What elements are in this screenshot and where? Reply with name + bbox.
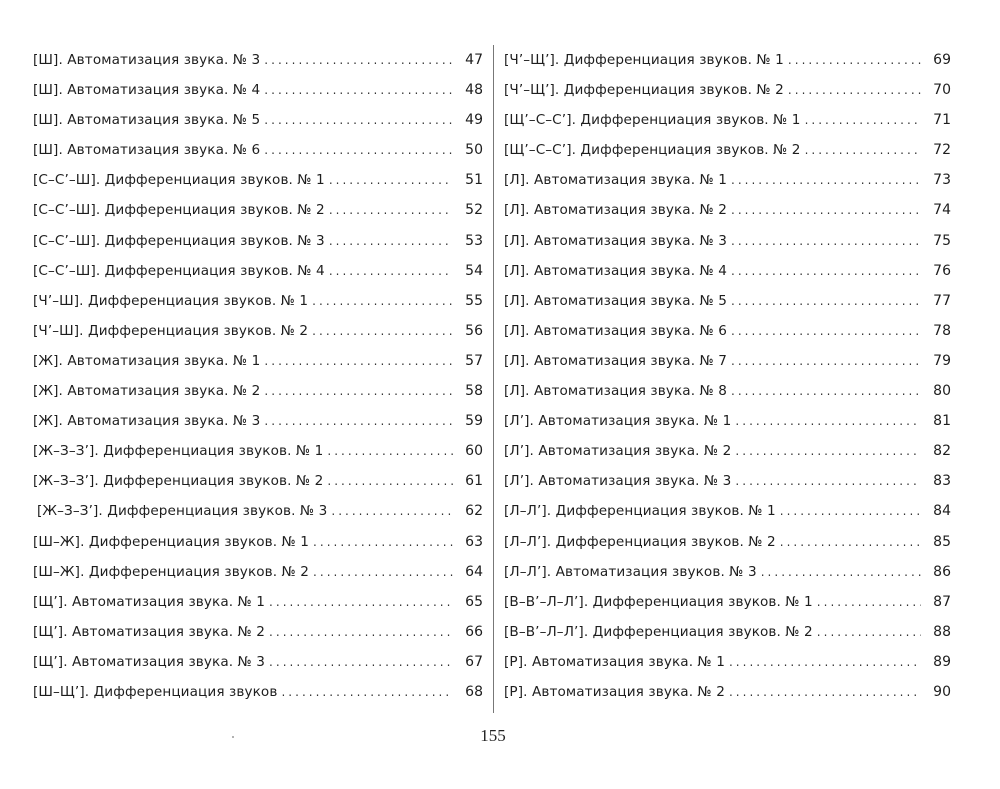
toc-leader-dots: [264, 75, 453, 105]
toc-leader-dots: [264, 376, 453, 406]
page-number: 155: [480, 726, 506, 745]
toc-leader-dots: [264, 45, 453, 75]
toc-entry-page: 60: [465, 443, 483, 460]
toc-entry-title: [С–С’–Ш]. Дифференциация звуков. № 2: [33, 202, 325, 219]
toc-entry-title: [Л–Л’]. Дифференциация звуков. № 1: [504, 503, 776, 520]
toc-entry-page: 63: [465, 533, 483, 550]
toc-leader-dots: [761, 557, 921, 587]
toc-entry[interactable]: [504, 195, 951, 225]
toc-entry-title: [Ш]. Автоматизация звука. № 6: [33, 142, 261, 159]
toc-entry[interactable]: [504, 647, 951, 677]
toc-leader-dots: [313, 527, 453, 557]
toc-entry[interactable]: [504, 376, 951, 406]
toc-entry-title: [Щ’]. Автоматизация звука. № 3: [33, 653, 266, 670]
toc-entry-title: [Л]. Автоматизация звука. № 1: [504, 172, 727, 189]
toc-entry-page: 75: [933, 232, 951, 249]
toc-entry-title: [Ч’–Ш]. Дифференциация звуков. № 1: [33, 292, 309, 309]
toc-leader-dots: [312, 286, 453, 316]
toc-entry-page: 74: [933, 202, 951, 219]
toc-entry-title: [Ч’–Ш]. Дифференциация звуков. № 2: [33, 322, 309, 339]
toc-entry-page: 77: [933, 292, 951, 309]
toc-entry-title: [Л]. Автоматизация звука. № 8: [504, 383, 727, 400]
toc-entry[interactable]: [504, 226, 951, 256]
toc-leader-dots: [329, 256, 453, 286]
toc-entry-title: [С–С’–Ш]. Дифференциация звуков. № 1: [33, 172, 325, 189]
toc-entry[interactable]: [504, 406, 951, 436]
toc-entry-title: [Ж]. Автоматизация звука. № 2: [33, 383, 261, 400]
toc-entry[interactable]: [33, 647, 483, 677]
toc-leader-dots: [327, 436, 453, 466]
toc-entry-title: [Ж–З–З’]. Дифференциация звуков. № 2: [33, 473, 324, 490]
toc-leader-dots: [329, 195, 453, 225]
toc-leader-dots: [269, 647, 453, 677]
column-divider: [493, 45, 494, 713]
toc-entry[interactable]: [33, 45, 483, 75]
toc-entry-title: [Ж]. Автоматизация звука. № 1: [33, 352, 261, 369]
toc-entry-page: 87: [933, 593, 951, 610]
toc-leader-dots: [331, 496, 453, 526]
toc-leader-dots: [731, 165, 921, 195]
toc-entry-title: [Ч’–Щ’]. Дифференциация звуков. № 1: [504, 52, 784, 68]
toc-entry-page: 49: [465, 112, 483, 129]
toc-leader-dots: [805, 135, 921, 165]
toc-entry[interactable]: [504, 256, 951, 286]
toc-leader-dots: [731, 195, 921, 225]
toc-entry[interactable]: [504, 436, 951, 466]
toc-entry-title: [Ш]. Автоматизация звука. № 3: [33, 52, 261, 68]
toc-entry-page: 57: [465, 352, 483, 369]
toc-entry[interactable]: [33, 256, 483, 286]
toc-leader-dots: [731, 256, 921, 286]
toc-entry-page: 64: [465, 563, 483, 580]
toc-entry-page: 56: [465, 322, 483, 339]
toc-leader-dots: [780, 527, 921, 557]
toc-entry-title: [Щ’]. Автоматизация звука. № 1: [33, 593, 266, 610]
toc-leader-dots: [735, 436, 921, 466]
toc-entry[interactable]: [33, 436, 483, 466]
toc-entry-page: 80: [933, 383, 951, 400]
toc-entry-page: 58: [465, 383, 483, 400]
toc-entry[interactable]: [33, 557, 483, 587]
toc-entry[interactable]: [504, 75, 951, 105]
toc-entry[interactable]: [504, 496, 951, 526]
toc-leader-dots: [313, 557, 453, 587]
toc-leader-dots: [281, 677, 453, 707]
toc-entry[interactable]: [504, 286, 951, 316]
toc-entry-page: 85: [933, 533, 951, 550]
toc-entry-page: 50: [465, 142, 483, 159]
toc-entry[interactable]: [33, 105, 483, 135]
toc-entry-title: [Л’]. Автоматизация звука. № 2: [504, 443, 732, 460]
toc-entry-title: [В–В’–Л–Л’]. Дифференциация звуков. № 2: [504, 623, 813, 640]
toc-leader-dots: [731, 376, 921, 406]
toc-entry-page: 67: [465, 653, 483, 670]
toc-entry-page: 90: [933, 683, 951, 700]
toc-entry-title: [Ш–Щ’]. Дифференциация звуков: [33, 683, 278, 700]
toc-leader-dots: [735, 466, 921, 496]
toc-entry[interactable]: [33, 376, 483, 406]
toc-entry[interactable]: [504, 527, 951, 557]
toc-entry-title: [Р]. Автоматизация звука. № 2: [504, 683, 725, 700]
toc-entry-page: 69: [933, 52, 951, 68]
toc-entry-page: 86: [933, 563, 951, 580]
toc-entry[interactable]: [504, 346, 951, 376]
toc-entry-title: [Щ’]. Автоматизация звука. № 2: [33, 623, 266, 640]
toc-leader-dots: [731, 346, 921, 376]
toc-leader-dots: [269, 587, 453, 617]
toc-entry[interactable]: [504, 316, 951, 346]
toc-entry[interactable]: [33, 195, 483, 225]
toc-leader-dots: [788, 75, 921, 105]
toc-entry[interactable]: [33, 346, 483, 376]
toc-entry-page: 65: [465, 593, 483, 610]
toc-entry-page: 51: [465, 172, 483, 189]
toc-entry-title: [Щ’–С–С’]. Дифференциация звуков. № 2: [504, 142, 801, 159]
toc-entry-page: 73: [933, 172, 951, 189]
toc-entry[interactable]: [33, 617, 483, 647]
toc-entry-title: [С–С’–Ш]. Дифференциация звуков. № 4: [33, 262, 325, 279]
toc-entry-title: [Л]. Автоматизация звука. № 4: [504, 262, 727, 279]
toc-leader-dots: [729, 677, 921, 707]
toc-entry[interactable]: [504, 617, 951, 647]
toc-entry-title: [Ж]. Автоматизация звука. № 3: [33, 413, 261, 430]
toc-leader-dots: [805, 105, 921, 135]
toc-leader-dots: [780, 496, 921, 526]
toc-entry-title: [Ш–Ж]. Дифференциация звуков. № 1: [33, 533, 310, 550]
toc-leader-dots: [264, 406, 453, 436]
toc-entry[interactable]: [33, 677, 483, 707]
toc-entry-title: [Л]. Автоматизация звука. № 7: [504, 352, 727, 369]
toc-leader-dots: [264, 346, 453, 376]
toc-entry-page: 71: [933, 112, 951, 129]
toc-entry-title: [В–В’–Л–Л’]. Дифференциация звуков. № 1: [504, 593, 813, 610]
toc-leader-dots: [817, 617, 921, 647]
toc-leader-dots: [729, 647, 921, 677]
toc-entry[interactable]: [33, 316, 483, 346]
toc-leader-dots: [817, 587, 921, 617]
toc-entry[interactable]: [504, 135, 951, 165]
toc-entry-page: 53: [465, 232, 483, 249]
toc-entry[interactable]: [33, 406, 483, 436]
toc-entry-page: 79: [933, 352, 951, 369]
toc-entry-title: [Ж–З–З’]. Дифференциация звуков. № 3: [37, 503, 328, 520]
toc-entry-title: [Л’]. Автоматизация звука. № 1: [504, 413, 732, 430]
toc-entry-page: 72: [933, 142, 951, 159]
toc-leader-dots: [731, 286, 921, 316]
toc-entry-title: [Ш]. Автоматизация звука. № 4: [33, 82, 261, 99]
toc-entry-page: 55: [465, 292, 483, 309]
toc-entry-title: [Щ’–С–С’]. Дифференциация звуков. № 1: [504, 112, 801, 129]
toc-entry[interactable]: [504, 165, 951, 195]
toc-entry-title: [Л]. Автоматизация звука. № 2: [504, 202, 727, 219]
toc-leader-dots: [329, 165, 453, 195]
toc-entry-page: 62: [465, 503, 483, 520]
toc-entry-page: 52: [465, 202, 483, 219]
toc-entry[interactable]: [33, 496, 483, 526]
toc-entry[interactable]: [504, 45, 951, 75]
toc-entry[interactable]: [504, 677, 951, 707]
toc-entry-page: 70: [933, 82, 951, 99]
toc-entry-page: 66: [465, 623, 483, 640]
toc-entry-page: 54: [465, 262, 483, 279]
toc-leader-dots: [731, 226, 921, 256]
toc-leader-dots: [731, 316, 921, 346]
toc-entry-page: 47: [465, 52, 483, 68]
toc-leader-dots: [327, 466, 453, 496]
toc-entry-title: [С–С’–Ш]. Дифференциация звуков. № 3: [33, 232, 325, 249]
toc-leader-dots: [329, 226, 453, 256]
toc-leader-dots: [312, 316, 453, 346]
toc-entry-page: 84: [933, 503, 951, 520]
toc-entry[interactable]: [33, 226, 483, 256]
toc-entry[interactable]: [33, 527, 483, 557]
toc-entry[interactable]: [33, 466, 483, 496]
toc-entry[interactable]: [33, 135, 483, 165]
toc-entry-page: 68: [465, 683, 483, 700]
toc-entry-title: [Ч’–Щ’]. Дифференциация звуков. № 2: [504, 82, 784, 99]
toc-entry-title: [Л]. Автоматизация звука. № 6: [504, 322, 727, 339]
toc-entry-title: [Л’]. Автоматизация звука. № 3: [504, 473, 732, 490]
toc-entry[interactable]: [504, 466, 951, 496]
toc-leader-dots: [735, 406, 921, 436]
toc-entry-page: 61: [465, 473, 483, 490]
toc-column-right: [504, 45, 951, 707]
toc-entry-page: 78: [933, 322, 951, 339]
toc-entry-page: 82: [933, 443, 951, 460]
toc-entry[interactable]: [504, 587, 951, 617]
toc-entry-page: 88: [933, 623, 951, 640]
toc-entry-title: [Л–Л’]. Дифференциация звуков. № 2: [504, 533, 776, 550]
toc-entry-title: [Л]. Автоматизация звука. № 3: [504, 232, 727, 249]
toc-entry[interactable]: [504, 105, 951, 135]
toc-entry-page: 89: [933, 653, 951, 670]
toc-entry-title: [Л]. Автоматизация звука. № 5: [504, 292, 727, 309]
toc-leader-dots: [264, 105, 453, 135]
toc-entry-title: [Л–Л’]. Автоматизация звуков. № 3: [504, 563, 757, 580]
toc-entry-page: 76: [933, 262, 951, 279]
toc-entry[interactable]: [33, 165, 483, 195]
toc-entry-page: 48: [465, 82, 483, 99]
toc-column-left: [33, 45, 483, 707]
toc-entry-title: [Р]. Автоматизация звука. № 1: [504, 653, 725, 670]
toc-entry-page: 59: [465, 413, 483, 430]
toc-entry-title: [Ш]. Автоматизация звука. № 5: [33, 112, 261, 129]
toc-entry[interactable]: [33, 75, 483, 105]
toc-entry[interactable]: [504, 557, 951, 587]
toc-entry-title: [Ж–З–З’]. Дифференциация звуков. № 1: [33, 443, 324, 460]
toc-entry-page: 81: [933, 413, 951, 430]
toc-entry[interactable]: [33, 587, 483, 617]
toc-entry[interactable]: [33, 286, 483, 316]
toc-leader-dots: [788, 45, 921, 75]
toc-leader-dots: [269, 617, 453, 647]
toc-leader-dots: [264, 135, 453, 165]
toc-entry-page: 83: [933, 473, 951, 490]
toc-entry-title: [Ш–Ж]. Дифференциация звуков. № 2: [33, 563, 310, 580]
